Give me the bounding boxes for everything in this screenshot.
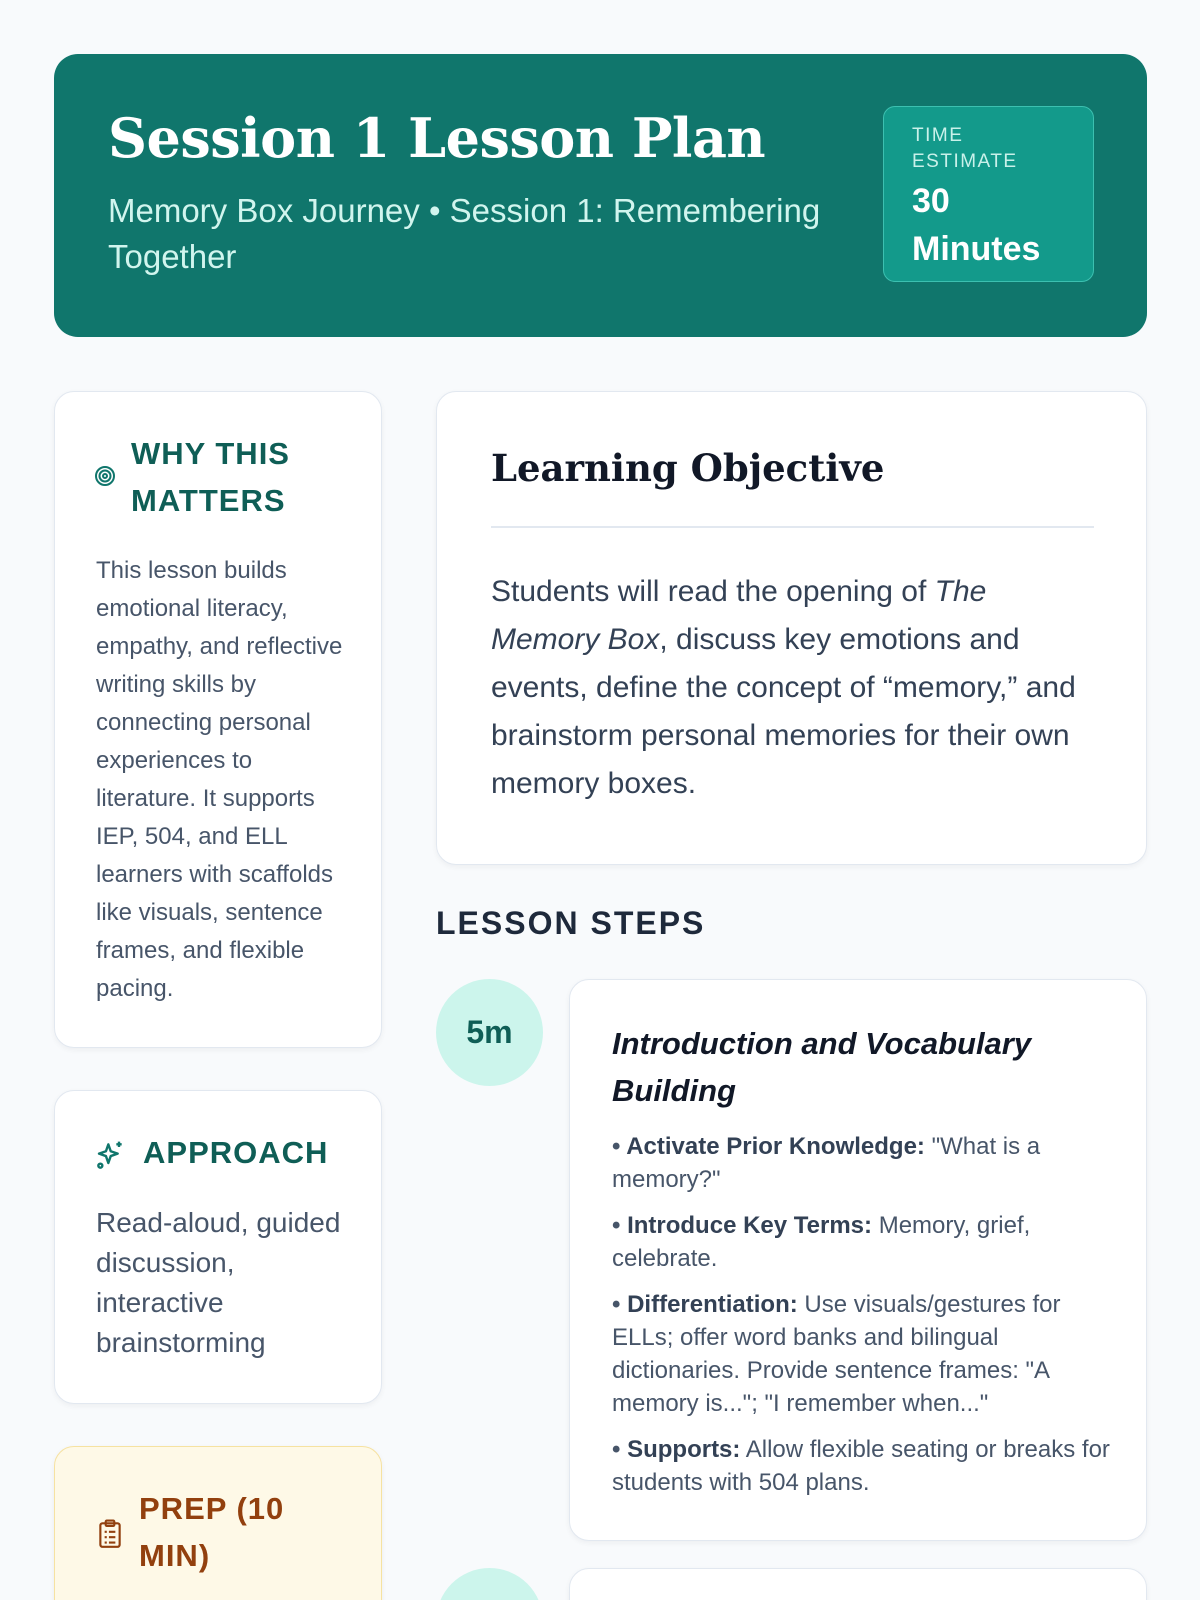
target-icon	[93, 464, 117, 493]
lesson-steps-heading: LESSON STEPS	[436, 905, 706, 941]
step-time-badge	[436, 1568, 543, 1600]
step-items-list	[612, 1130, 1112, 1512]
objective-title: Learning Objective	[491, 446, 885, 490]
list-item: • Differentiation: Use visuals/gestures for ELLs; offer word banks and bilingual dictionaries. Provide sentence frames: "A memory is..."; "I remember when..."	[612, 1291, 1061, 1417]
list-item: • Supports: Allow flexible seating or breaks for students with 504 plans.	[612, 1436, 1110, 1496]
time-estimate-label: TIME ESTIMATE	[912, 125, 1018, 172]
step-time-badge: 5m	[436, 979, 543, 1086]
book-title: The Memory Box	[491, 575, 987, 656]
prep-card	[54, 1446, 382, 1600]
clipboard-icon	[97, 1519, 123, 1554]
learning-objective-card	[436, 391, 1147, 865]
why-this-matters-card	[54, 391, 382, 1048]
objective-text	[491, 568, 1094, 808]
approach-text: Read-aloud, guided discussion, interactive brainstorming	[96, 1207, 341, 1358]
why-heading: WHY THIS MATTERS	[131, 436, 290, 518]
time-estimate-box	[883, 106, 1094, 282]
list-item: • Activate Prior Knowledge: "What is a memory?"	[612, 1133, 1041, 1193]
objective-text-end: , discuss key emotions and events, define the concept of “memory,” and brainstorm personal memories for their own memory boxes.	[491, 623, 1076, 800]
sparkles-icon	[95, 1139, 127, 1176]
objective-text-start: Students will read the opening of	[491, 575, 935, 608]
approach-card	[54, 1090, 382, 1404]
lesson-step-card	[569, 979, 1147, 1541]
step-title: Introduction and Vocabulary Building	[612, 1026, 1032, 1108]
approach-heading: APPROACH	[143, 1135, 329, 1170]
page-title: Session 1 Lesson Plan	[108, 106, 766, 170]
lesson-step-card	[569, 1568, 1147, 1600]
list-item: • Introduce Key Terms: Memory, grief, celebrate.	[612, 1212, 1031, 1272]
page-subtitle: Memory Box Journey • Session 1: Remembering Together	[108, 192, 821, 275]
lesson-header	[54, 54, 1147, 337]
objective-divider	[491, 526, 1094, 528]
time-estimate-value: 30 Minutes	[912, 182, 1041, 268]
prep-heading: PREP (10 MIN)	[139, 1491, 285, 1573]
why-text: This lesson builds emotional literacy, empathy, and reflective writing skills by connecting personal experiences to literature. It supports IEP, 504, and ELL learners with scaffolds like visuals, sentence frames, and flexible pacing.	[96, 557, 343, 1002]
